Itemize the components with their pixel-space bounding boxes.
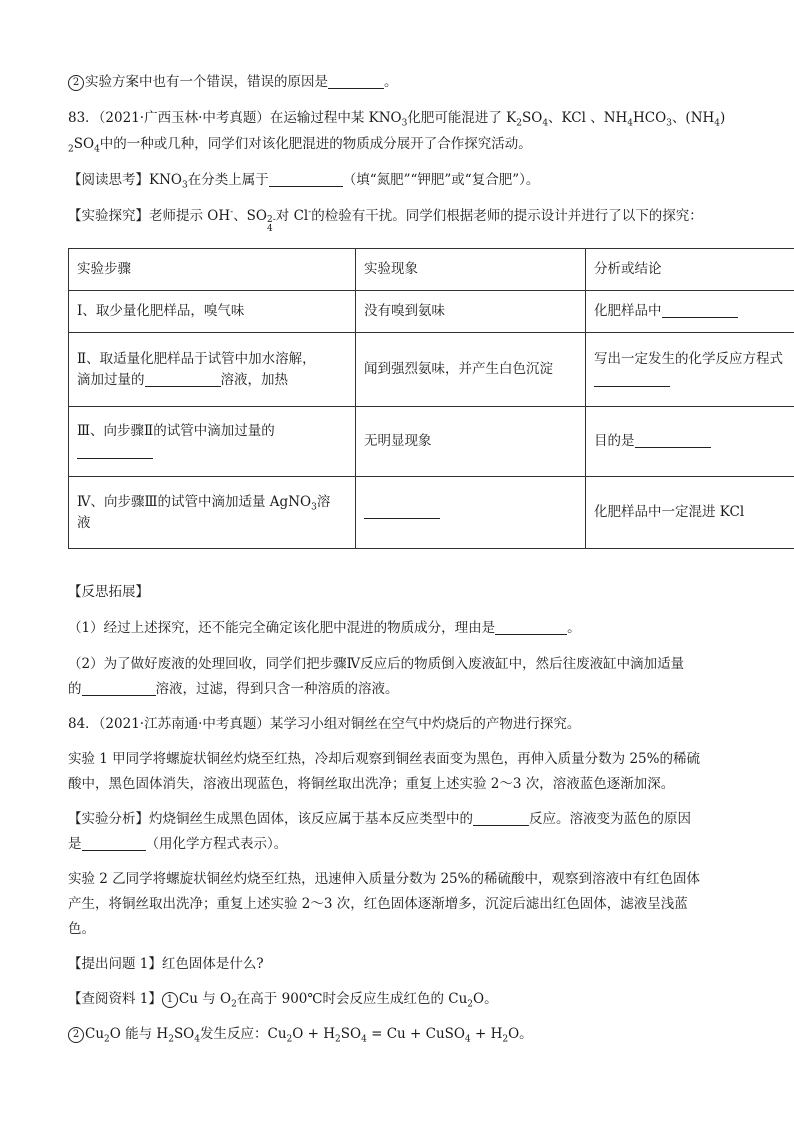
table-cell: [356, 477, 586, 549]
q84-exp2-line1: 实验 2 乙同学将螺旋状铜丝灼烧至红热，迅速伸入质量分数为 25%的稀硫酸中，观察到溶液中有红色固体: [68, 871, 700, 887]
table-cell: 写出一定发生的化学反应方程式: [586, 333, 794, 407]
q84-exp1-line2: 酸中，黑色固体消失，溶液出现蓝色，将铜丝取出洗净；重复上述实验 2～3 次，溶液蓝色逐渐加深。: [68, 776, 675, 792]
answer-blank: [495, 620, 567, 635]
table-header-cell: 实验步骤: [69, 249, 356, 291]
answer-blank: [145, 372, 221, 387]
table-cell: Ⅲ、向步骤Ⅱ的试管中滴加过量的: [69, 407, 356, 477]
q84-info1: 【查阅资料 1】 1 Cu 与 $O_2$在高于 900℃时会反应生成红色的 $Cu_2O$。: [68, 991, 498, 1010]
q84-question1: 【提出问题 1】红色固体是什么?: [68, 956, 264, 972]
table-header-cell: 分析或结论: [586, 249, 794, 291]
table-row: [69, 333, 794, 407]
answer-blank: [328, 74, 384, 89]
reading-thinking-line: 【阅读思考】$KNO_3$在分类上属于 （填“氮肥”“钾肥”或“复合肥”）。: [68, 172, 540, 191]
answer-blank: [82, 681, 156, 696]
circled-number: 2: [68, 75, 84, 91]
error-reason-line: 2 实验方案中也有一个错误，错误的原因是 。: [68, 72, 398, 92]
reflect-q1: （1）经过上述探究，还不能完全确定该化肥中混进的物质成分，理由是 。: [68, 620, 581, 636]
circled-number: 1: [162, 992, 178, 1008]
table-header-row: [69, 249, 794, 291]
answer-blank: [662, 303, 738, 318]
table-cell: 闻到强烈氨味，并产生白色沉淀: [356, 333, 586, 407]
table-row: [69, 407, 794, 477]
table-cell: 无明显现象: [356, 407, 586, 477]
circled-number: 2: [68, 1027, 84, 1043]
table-header-cell: 实验现象: [356, 249, 586, 291]
table-cell: 没有嗅到氨味: [356, 291, 586, 333]
answer-blank: [77, 444, 153, 459]
table-row: [69, 291, 794, 333]
experiment-explore-line: 【实验探究】老师提示 OH-、SO 2- 4 对 Cl-的检验有干扰。同学们根据老师的提示设计并进行了以下的探究：: [68, 207, 703, 234]
q83-intro-line2: $_2SO_4$中的一种或几种，同学们对该化肥混进的物质成分展开了合作探究活动。: [68, 136, 532, 155]
table-row: [69, 477, 794, 549]
answer-blank: [364, 504, 440, 519]
table-cell: 化肥样品中一定混进 KCl: [586, 477, 794, 549]
q84-exp1-line1: 实验 1 甲同学将螺旋状铜丝灼烧至红热，冷却后观察到铜丝表面变为黑色，再伸入质量分数为 25%的稀硫: [68, 751, 700, 767]
q83-intro-line1: 83．（2021·广西玉林·中考真题）在运输过程中某 $KNO_3$化肥可能混进了 $K_2SO_4$、KCl 、$NH_4HCO_3$、$(NH_4)$: [68, 110, 726, 129]
table-cell: 目的是: [586, 407, 794, 477]
q84-title: 84．（2021·江苏南通·中考真题）某学习小组对铜丝在空气中灼烧后的产物进行探究。: [68, 716, 581, 732]
reflect-q2-line1: （2）为了做好废液的处理回收，同学们把步骤Ⅳ反应后的物质倒入废液缸中，然后往废液缸中滴加适量: [68, 656, 685, 672]
table-cell: Ⅰ、取少量化肥样品，嗅气味: [69, 291, 356, 333]
reflect-title: 【反思拓展】: [68, 584, 149, 600]
table-cell: 化肥样品中: [586, 291, 794, 333]
q84-analysis-line2: 是 （用化学方程式表示）。: [68, 836, 288, 852]
q84-analysis-line1: 【实验分析】灼烧铜丝生成黑色固体，该反应属于基本反应类型中的 反应。溶液变为蓝色的原因: [68, 811, 691, 827]
answer-blank: [269, 172, 343, 187]
table-cell: Ⅱ、取适量化肥样品于试管中加水溶解， 滴加过量的 溶液，加热: [69, 333, 356, 407]
answer-blank: [635, 433, 711, 448]
q84-exp2-line2: 产生，将铜丝取出洗净；重复上述实验 2～3 次，红色固体逐渐增多，沉淀后滤出红色固体，滤液呈浅蓝: [68, 896, 688, 912]
q84-info2: 2 $Cu_2O$ 能与 $H_2SO_4$发生反应：$Cu_2O + H_2SO_4 = Cu$ + CuSO$_4$ + $H_2O$。: [68, 1024, 533, 1044]
answer-blank: [473, 811, 529, 826]
table-cell: Ⅳ、向步骤Ⅲ的试管中滴加适量 AgNO$_3$溶 液: [69, 477, 356, 549]
q84-exp2-line3: 色。: [68, 921, 95, 937]
answer-blank: [82, 836, 146, 851]
reflect-q2-line2: 的 溶液，过滤，得到只含一种溶质的溶液。: [68, 681, 399, 697]
experiment-table: [68, 248, 794, 549]
answer-blank: [594, 372, 670, 387]
